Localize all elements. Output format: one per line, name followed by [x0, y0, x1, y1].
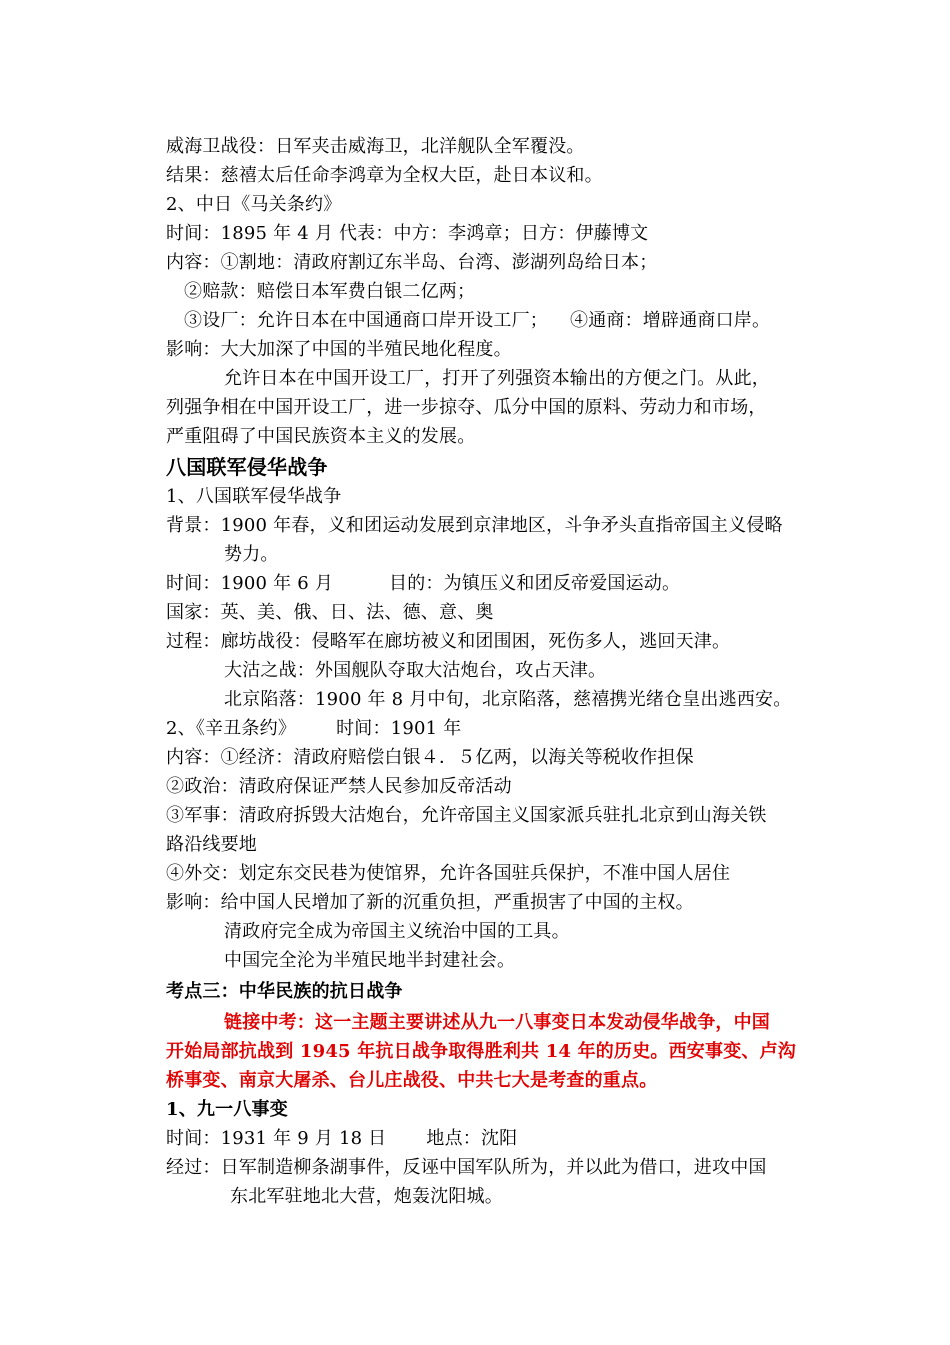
text-line: ②政治：清政府保证严禁人民参加反帝活动 — [166, 776, 512, 797]
subsection-heading: 1、九一八事变 — [166, 1099, 288, 1120]
text-line: 清政府完全成为帝国主义统治中国的工具。 — [224, 921, 570, 942]
text-line: 影响：给中国人民增加了新的沉重负担，严重损害了中国的主权。 — [166, 892, 694, 913]
text-line: 东北军驻地北大营，炮轰沈阳城。 — [230, 1186, 503, 1207]
text-segment: 时间：1931 年 9 月 18 日 — [166, 1128, 387, 1149]
text-segment: 时间：1901 年 — [336, 718, 462, 739]
text-line: 严重阻碍了中国民族资本主义的发展。 — [166, 426, 476, 447]
text-line: 列强争相在中国开设工厂，进一步掠夺、瓜分中国的原料、劳动力和市场， — [166, 397, 767, 418]
text-line: 国家：英、美、俄、日、法、德、意、奥 — [166, 602, 494, 623]
text-line: ②赔款：赔偿日本军费白银二亿两； — [184, 281, 476, 302]
text-line — [166, 1127, 517, 1151]
highlight-note-line: 链接中考：这一主题主要讲述从九一八事变日本发动侵华战争，中国 — [224, 1012, 770, 1033]
text-line: 2、中日《马关条约》 — [166, 194, 342, 215]
section-heading: 八国联军侵华战争 — [166, 455, 328, 479]
text-line: 影响：大大加深了中国的半殖民地化程度。 — [166, 339, 512, 360]
text-line — [166, 717, 461, 741]
text-segment: ③设厂：允许日本在中国通商口岸开设工厂； — [184, 310, 548, 331]
text-line — [184, 309, 770, 333]
text-line: ④外交：划定东交民巷为使馆界，允许各国驻兵保护，不准中国人居住 — [166, 863, 731, 884]
text-segment: 目的：为镇压义和团反帝爱国运动。 — [389, 573, 681, 594]
text-line: 经过：日军制造柳条湖事件，反诬中国军队所为，并以此为借口，进攻中国 — [166, 1157, 767, 1178]
text-line: 威海卫战役：日军夹击威海卫，北洋舰队全军覆没。 — [166, 136, 585, 157]
text-line: 势力。 — [224, 544, 279, 565]
text-line: 时间：1895 年 4 月 代表：中方：李鸿章；日方：伊藤博文 — [166, 223, 649, 244]
text-line: 过程：廊坊战役：侵略军在廊坊被义和团围困，死伤多人，逃回天津。 — [166, 631, 731, 652]
highlight-note-line: 开始局部抗战到 1945 年抗日战争取得胜利共 14 年的历史。西安事变、卢沟 — [166, 1041, 797, 1062]
text-line: 内容：①割地：清政府割辽东半岛、台湾、澎湖列岛给日本； — [166, 252, 658, 273]
text-line: 1、八国联军侵华战争 — [166, 486, 342, 507]
text-segment: ④通商：增辟通商口岸。 — [570, 310, 771, 331]
text-segment: 地点：沈阳 — [426, 1128, 518, 1149]
text-line: 内容：①经济：清政府赔偿白银４．５亿两，以海关等税收作担保 — [166, 747, 694, 768]
text-segment: 2、《辛丑条约》 — [166, 718, 297, 739]
text-line: 结果：慈禧太后任命李鸿章为全权大臣，赴日本议和。 — [166, 165, 603, 186]
text-line: ③军事：清政府拆毁大沽炮台，允许帝国主义国家派兵驻扎北京到山海关铁 — [166, 805, 767, 826]
text-line: 北京陷落：1900 年 8 月中旬，北京陷落，慈禧携光绪仓皇出逃西安。 — [224, 689, 792, 710]
section-heading: 考点三：中华民族的抗日战争 — [166, 981, 403, 1002]
text-segment: 时间：1900 年 6 月 — [166, 573, 334, 594]
text-line: 允许日本在中国开设工厂，打开了列强资本输出的方便之门。从此， — [224, 368, 770, 389]
text-line: 背景：1900 年春，义和团运动发展到京津地区，斗争矛头直指帝国主义侵略 — [166, 515, 783, 536]
text-line: 路沿线要地 — [166, 834, 257, 855]
text-line — [166, 572, 680, 596]
text-line: 大沽之战：外国舰队夺取大沽炮台，攻占天津。 — [224, 660, 607, 681]
text-line: 中国完全沦为半殖民地半封建社会。 — [224, 950, 516, 971]
highlight-note-line: 桥事变、南京大屠杀、台儿庄战役、中共七大是考查的重点。 — [166, 1070, 658, 1091]
